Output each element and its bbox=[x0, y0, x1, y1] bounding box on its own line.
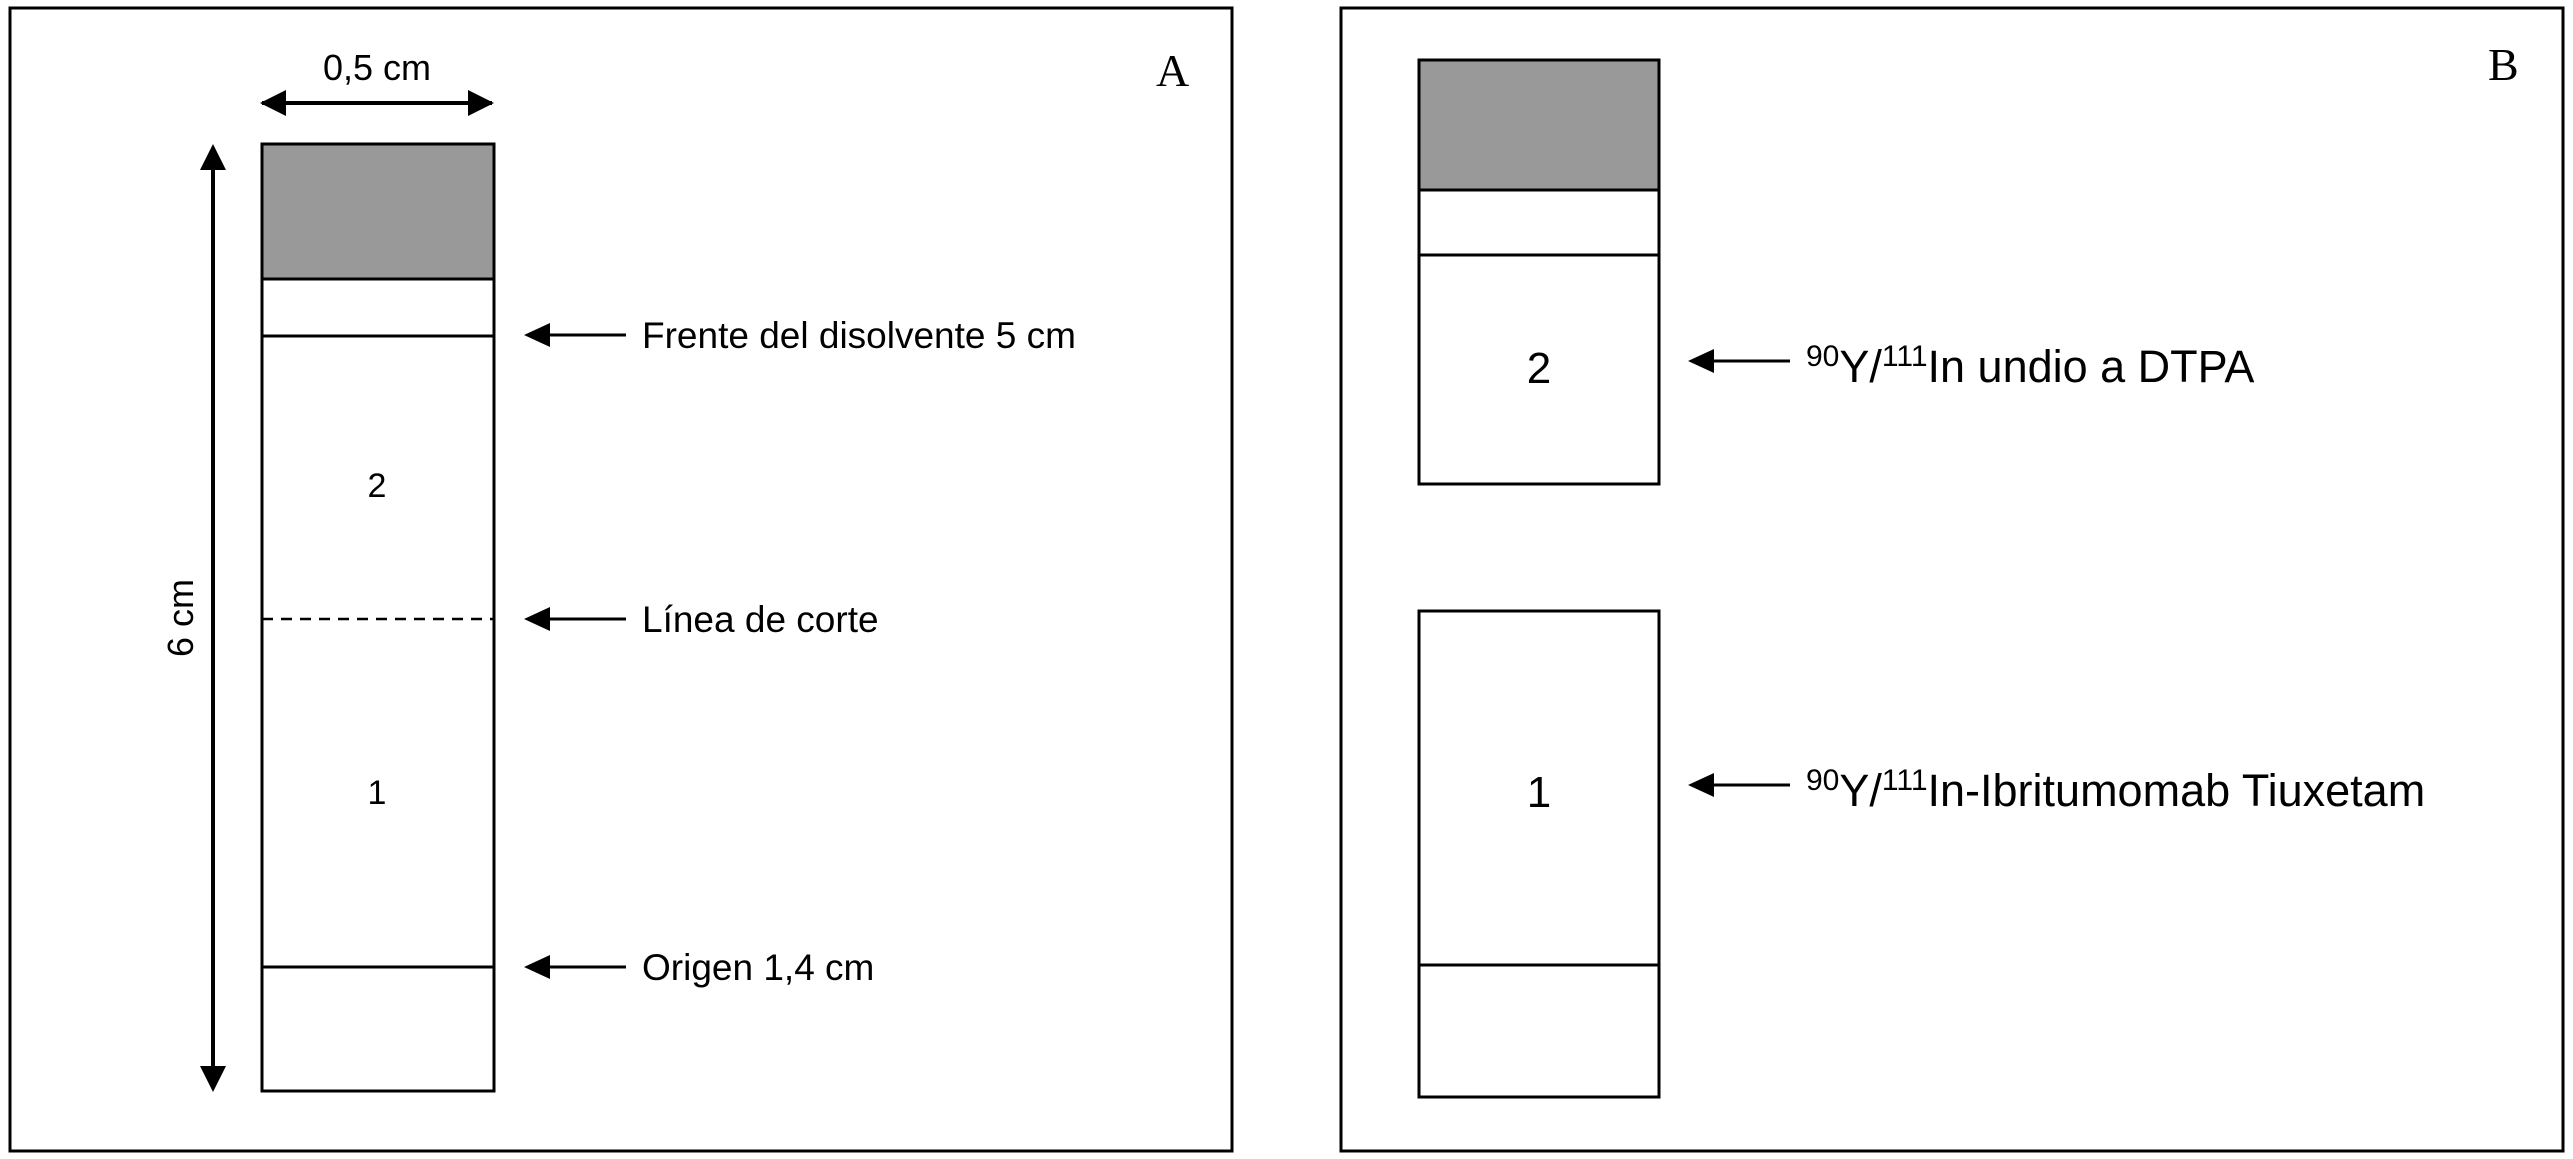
solvent-front-label: Frente del disolvente 5 cm bbox=[642, 315, 1076, 356]
width-dimension bbox=[260, 47, 494, 116]
free-yttrium-sup1: 90 bbox=[1806, 340, 1840, 373]
lower-fragment-body bbox=[1419, 611, 1659, 1097]
free-yttrium-label bbox=[1806, 340, 2254, 392]
zone-2-label: 2 bbox=[367, 467, 387, 505]
panel-b-lower-fragment bbox=[1419, 611, 1659, 1097]
ibritumomab-annotation bbox=[1688, 764, 2425, 816]
cut-line-arrowhead bbox=[524, 607, 550, 631]
height-dimension bbox=[160, 144, 226, 1092]
lower-zone-label: 1 bbox=[1526, 768, 1552, 817]
free-yttrium-arrowhead bbox=[1688, 349, 1714, 373]
cut-line-annotation bbox=[524, 599, 879, 640]
solvent-front-arrowhead bbox=[524, 323, 550, 347]
width-label: 0,5 cm bbox=[322, 47, 432, 88]
panel-b-upper-fragment bbox=[1419, 60, 1659, 484]
upper-fragment-shaded bbox=[1419, 60, 1659, 190]
ibritumomab-sup2: 111 bbox=[1881, 764, 1928, 797]
height-label: 6 cm bbox=[160, 578, 201, 658]
cut-line-label: Línea de corte bbox=[642, 599, 879, 640]
origin-arrowhead bbox=[524, 955, 550, 979]
panel-a-letter: A bbox=[1156, 45, 1190, 96]
ibritumomab-sup1: 90 bbox=[1806, 764, 1840, 797]
panel-b bbox=[1341, 8, 2563, 1151]
origin-label: Origen 1,4 cm bbox=[642, 947, 875, 988]
ibritumomab-part1: Y/ bbox=[1839, 765, 1882, 816]
ibritumomab-label bbox=[1806, 764, 2425, 816]
panel-a bbox=[10, 8, 1232, 1151]
strip-body bbox=[262, 279, 494, 1091]
free-yttrium-part2: In undio a DTPA bbox=[1927, 341, 2255, 392]
strip-shaded-top bbox=[262, 144, 494, 279]
upper-zone-label: 2 bbox=[1526, 344, 1552, 393]
panel-b-letter: B bbox=[2488, 39, 2519, 90]
free-yttrium-part1: Y/ bbox=[1839, 341, 1882, 392]
ibritumomab-part2: In-Ibritumomab Tiuxetam bbox=[1927, 765, 2426, 816]
solvent-front-annotation bbox=[524, 315, 1076, 356]
upper-fragment-body bbox=[1419, 190, 1659, 484]
panel-a-strip bbox=[262, 144, 494, 1091]
free-yttrium-annotation bbox=[1688, 340, 2254, 392]
ibritumomab-arrowhead bbox=[1688, 773, 1714, 797]
origin-annotation bbox=[524, 947, 874, 988]
zone-1-label: 1 bbox=[367, 774, 387, 812]
free-yttrium-sup2: 111 bbox=[1881, 340, 1928, 373]
